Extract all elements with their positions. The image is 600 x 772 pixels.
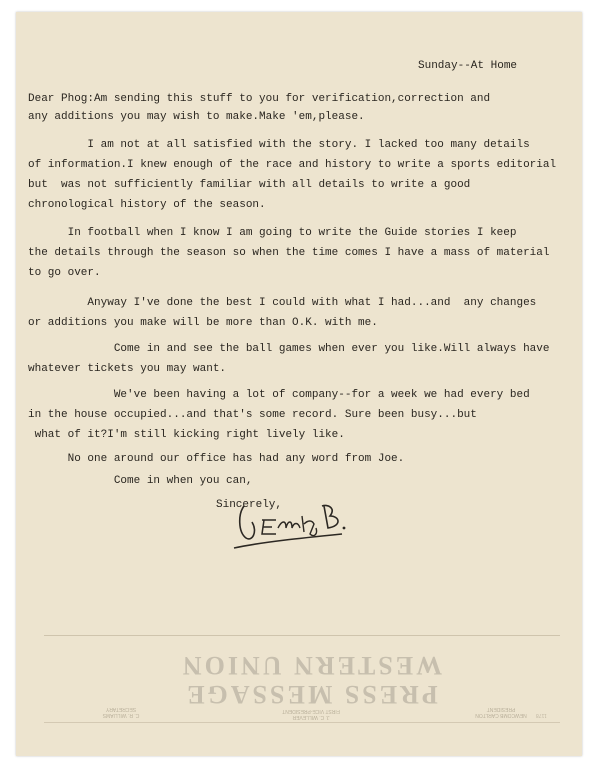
letterhead-divider-bottom: [44, 722, 560, 723]
letterhead-subtitle: PRESS MESSAGE: [184, 680, 438, 709]
form-number: 1178: [536, 712, 547, 718]
letter-paper: [16, 12, 582, 756]
letter-line: Come in when you can,: [28, 475, 253, 487]
letter-line: I am not at all satisfied with the story. I lacked too many details: [28, 139, 530, 151]
letter-line: In football when I know I am going to write the Guide stories I keep: [28, 227, 517, 239]
handwritten-signature: [232, 498, 362, 554]
letter-line: but was not sufficiently familiar with all details to write a good: [28, 179, 471, 191]
letterhead: [102, 636, 527, 720]
letter-line: No one around our office has had any word from Joe.: [28, 453, 405, 465]
letter-line: any additions you may wish to make.Make 'em,please.: [28, 111, 365, 123]
dateline: Sunday--At Home: [418, 60, 518, 72]
letterhead-center-block: J. C. WILLEVER FIRST VICE-PRESIDENT: [282, 708, 340, 720]
letter-line: chronological history of the season.: [28, 199, 266, 211]
letter-line: in the house occupied...and that's some record. Sure been busy...but: [28, 409, 477, 421]
letter-line: to go over.: [28, 267, 101, 279]
letter-line: of information.I knew enough of the race and history to write a sports editorial: [28, 159, 557, 171]
letterhead-left-block: NEWCOMB CARLTON PRESIDENT: [475, 706, 527, 718]
letter-line: what of it?I'm still kicking right lively like.: [28, 429, 345, 441]
closing: Sincerely,: [216, 499, 283, 511]
letter-line: We've been having a lot of company--for a week we had every bed: [28, 389, 530, 401]
letter-line: Dear Phog:Am sending this stuff to you for verification,correction and: [28, 93, 491, 105]
letterhead-title: WESTERN UNION: [179, 651, 443, 680]
letter-line: Come in and see the ball games when ever you like.Will always have: [28, 343, 550, 355]
letter-line: or additions you make will be more than O.K. with me.: [28, 317, 378, 329]
letterhead-right-block: C. R. WILLIAMS SECRETARY: [102, 706, 140, 718]
letter-line: whatever tickets you may want.: [28, 363, 227, 375]
letter-line: Anyway I've done the best I could with what I had...and any changes: [28, 297, 537, 309]
letter-line: the details through the season so when the time comes I have a mass of material: [28, 247, 550, 259]
